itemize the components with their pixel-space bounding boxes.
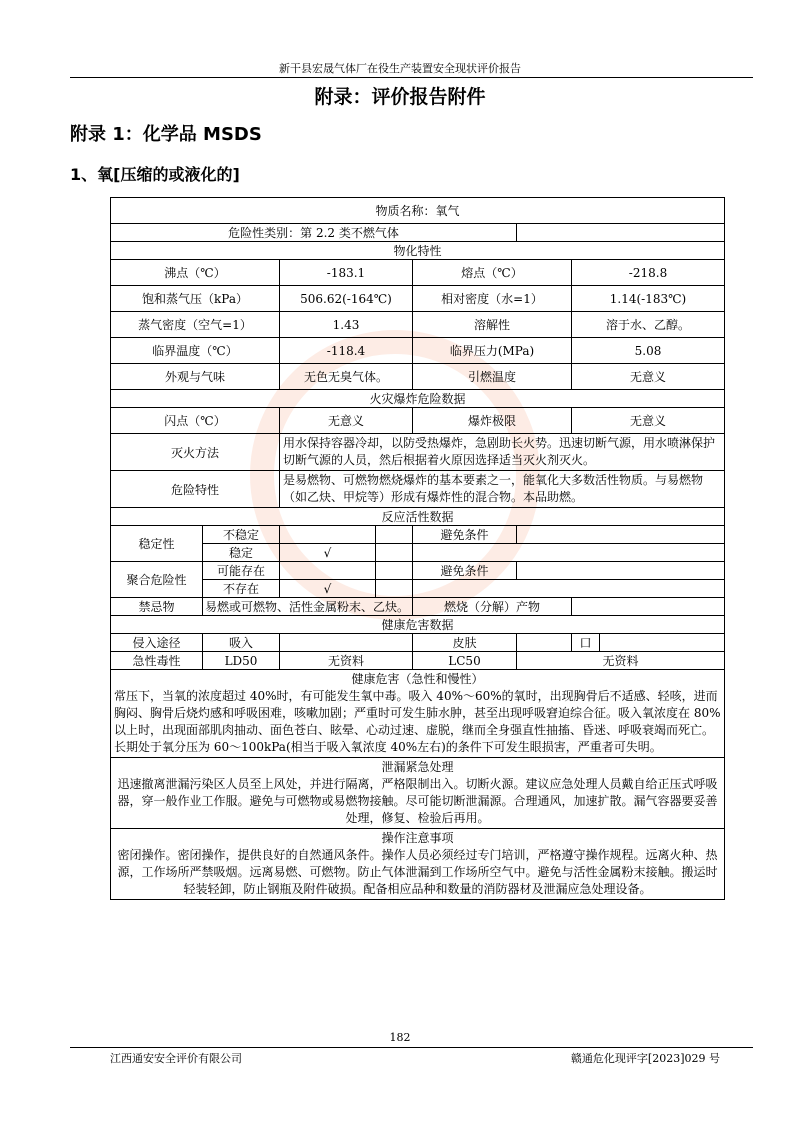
explosion-limit-label: 爆炸极限 — [413, 408, 572, 434]
leak-text: 迅速撤离泄漏污染区人员至上风处，并进行隔离，严格限制出入。切断火源。建议应急处理人员戴自给正压式呼吸器，穿一般作业工作服。避免与可燃物或易燃物接触。尽可能切断泄漏源。合理通风，加速扩散。漏气容器要妥善处理，修复、检验后再用。 — [117, 777, 718, 825]
may-exist-label: 可能存在 — [203, 562, 280, 580]
not-exist-label: 不存在 — [203, 580, 280, 598]
taboo-row — [111, 598, 725, 616]
fire-row — [111, 408, 725, 434]
phys-label: 外观与气味 — [111, 364, 280, 390]
blank-cell — [376, 562, 413, 580]
hazard-class-row — [111, 224, 725, 242]
blank-cell — [413, 544, 725, 562]
acute-label: 急性毒性 — [111, 652, 203, 670]
phys-label: 饱和蒸气压（kPa） — [111, 286, 280, 312]
phys-value: 506.62(-164℃) — [280, 286, 413, 312]
stability-label: 稳定性 — [111, 526, 203, 562]
leak-row — [111, 758, 725, 829]
hazard-row — [111, 471, 725, 508]
blank-cell — [517, 562, 725, 580]
phys-value: 1.14(-183℃) — [572, 286, 725, 312]
health-hazard-row — [111, 670, 725, 758]
phys-row — [111, 260, 725, 286]
page-title: 附录：评价报告附件 — [314, 86, 486, 108]
phys-label: 临界压力(MPa) — [413, 338, 572, 364]
health-hazard-title: 健康危害（急性和慢性） — [351, 672, 484, 686]
extinguish-label: 灭火方法 — [111, 434, 280, 471]
phys-value: 无意义 — [572, 364, 725, 390]
health-hazard-text: 常压下，当氧的浓度超过 40%时，有可能发生氧中毒。吸入 40%～60%的氧时，出现胸骨后不适感、轻咳，进而胸闷、胸骨后烧灼感和呼吸困难，咳嗽加剧；严重时可发生肺水肿，甚至出现呼吸窘迫综合征。吸入氧浓度在 80%以上时，出现面部肌肉抽动、面色苍白、眩晕、心动过速、虚脱，继而全身强直性抽搐、昏迷、呼吸衰竭而死亡。长期处于氧分压为 60～100kPa(相当于吸入氧浓度 40%左右)的条件下可发生眼损害，严重者可失明。 — [114, 689, 721, 754]
flash-point-label: 闪点（℃） — [111, 408, 280, 434]
phys-row — [111, 338, 725, 364]
phys-label: 相对密度（水=1） — [413, 286, 572, 312]
phys-label: 引燃温度 — [413, 364, 572, 390]
explosion-limit-value: 无意义 — [572, 408, 725, 434]
taboo-text: 易燃或可燃物、活性金属粉末、乙炔。 — [203, 598, 413, 616]
lc50-label: LC50 — [413, 652, 517, 670]
header-rule — [70, 77, 753, 78]
substance-name-row — [111, 198, 725, 224]
blank-cell — [376, 544, 413, 562]
phys-label: 沸点（℃） — [111, 260, 280, 286]
phys-value: 1.43 — [280, 312, 413, 338]
stable-label: 稳定 — [203, 544, 280, 562]
hazard-label: 危险特性 — [111, 471, 280, 508]
route-row — [111, 634, 725, 652]
phys-label: 熔点（℃） — [413, 260, 572, 286]
acute-row — [111, 652, 725, 670]
phys-value: -218.8 — [572, 260, 725, 286]
phys-header: 物化特性 — [111, 242, 725, 260]
ld50-value: 无资料 — [280, 652, 413, 670]
phys-value: 无色无臭气体。 — [280, 364, 413, 390]
operation-title: 操作注意事项 — [381, 831, 454, 845]
avoid-label-2: 避免条件 — [413, 562, 517, 580]
appendix-title: 附录 1：化学品 MSDS — [70, 124, 262, 145]
route-label: 侵入途径 — [111, 634, 203, 652]
footer-report-number: 赣通危化现评字[2023]029 号 — [570, 1052, 720, 1065]
operation-text: 密闭操作。密闭操作，提供良好的自然通风条件。操作人员必须经过专门培训，严格遵守操作规程。远离火种、热源，工作场所严禁吸烟。远离易燃、可燃物。防止气体泄漏到工作场所空气中。避免与活性金属粉末接触。搬运时轻装轻卸，防止钢瓶及附件破损。配备相应品种和数量的消防器材及泄漏应急处理设备。 — [117, 848, 718, 896]
phys-row — [111, 364, 725, 390]
leak-title: 泄漏紧急处理 — [381, 760, 454, 774]
hazard-class: 危险性类别：第 2.2 类不燃气体 — [111, 224, 517, 242]
skin-label: 皮肤 — [413, 634, 517, 652]
taboo-label: 禁忌物 — [111, 598, 203, 616]
blank-cell — [413, 580, 725, 598]
react-header: 反应活性数据 — [111, 508, 725, 526]
blank-cell — [280, 634, 413, 652]
flash-point-value: 无意义 — [280, 408, 413, 434]
phys-value: 5.08 — [572, 338, 725, 364]
inhale-label: 吸入 — [203, 634, 280, 652]
msds-table — [110, 197, 725, 900]
phys-label: 临界温度（℃） — [111, 338, 280, 364]
burn-product-label: 燃烧（分解）产物 — [413, 598, 572, 616]
phys-row — [111, 312, 725, 338]
phys-value: -118.4 — [280, 338, 413, 364]
blank-cell — [517, 634, 572, 652]
blank-cell — [376, 580, 413, 598]
not-exist-check: √ — [280, 580, 376, 598]
operation-row — [111, 829, 725, 900]
lc50-value: 无资料 — [517, 652, 725, 670]
page-number: 182 — [389, 1031, 411, 1044]
stability-row — [111, 526, 725, 544]
polymer-label: 聚合危险性 — [111, 562, 203, 598]
extinguish-row — [111, 434, 725, 471]
section-title: 1、氧[压缩的或液化的] — [70, 165, 240, 184]
substance-name: 物质名称：氧气 — [111, 198, 725, 224]
phys-value: 溶于水、乙醇。 — [572, 312, 725, 338]
blank-cell — [517, 526, 725, 544]
extinguish-text: 用水保持容器冷却，以防受热爆炸，急剧助长火势。迅速切断气源，用水喷淋保护切断气源的人员，然后根据着火原因选择适当灭火剂灭火。 — [280, 434, 725, 471]
polymer-row — [111, 562, 725, 580]
may-exist-mark — [280, 562, 376, 580]
mouth-label: 口 — [572, 634, 600, 652]
hazard-class-blank — [517, 224, 725, 242]
unstable-mark — [280, 526, 376, 544]
stability-row — [111, 544, 725, 562]
footer-rule — [70, 1047, 753, 1048]
phys-row — [111, 286, 725, 312]
blank-cell — [600, 634, 725, 652]
fire-header: 火灾爆炸危险数据 — [111, 390, 725, 408]
ld50-label: LD50 — [203, 652, 280, 670]
burn-product-value — [572, 598, 725, 616]
avoid-label-1: 避免条件 — [413, 526, 517, 544]
phys-value: -183.1 — [280, 260, 413, 286]
footer-company: 江西通安安全评价有限公司 — [110, 1052, 242, 1065]
phys-label: 溶解性 — [413, 312, 572, 338]
blank-cell — [376, 526, 413, 544]
running-header: 新干县宏晟气体厂在役生产装置安全现状评价报告 — [279, 62, 521, 75]
polymer-row — [111, 580, 725, 598]
phys-label: 蒸气密度（空气=1） — [111, 312, 280, 338]
unstable-label: 不稳定 — [203, 526, 280, 544]
hazard-text: 是易燃物、可燃物燃烧爆炸的基本要素之一，能氧化大多数活性物质。与易燃物（如乙炔、甲烷等）形成有爆炸性的混合物。本品助燃。 — [280, 471, 725, 508]
health-header: 健康危害数据 — [111, 616, 725, 634]
stable-check: √ — [280, 544, 376, 562]
